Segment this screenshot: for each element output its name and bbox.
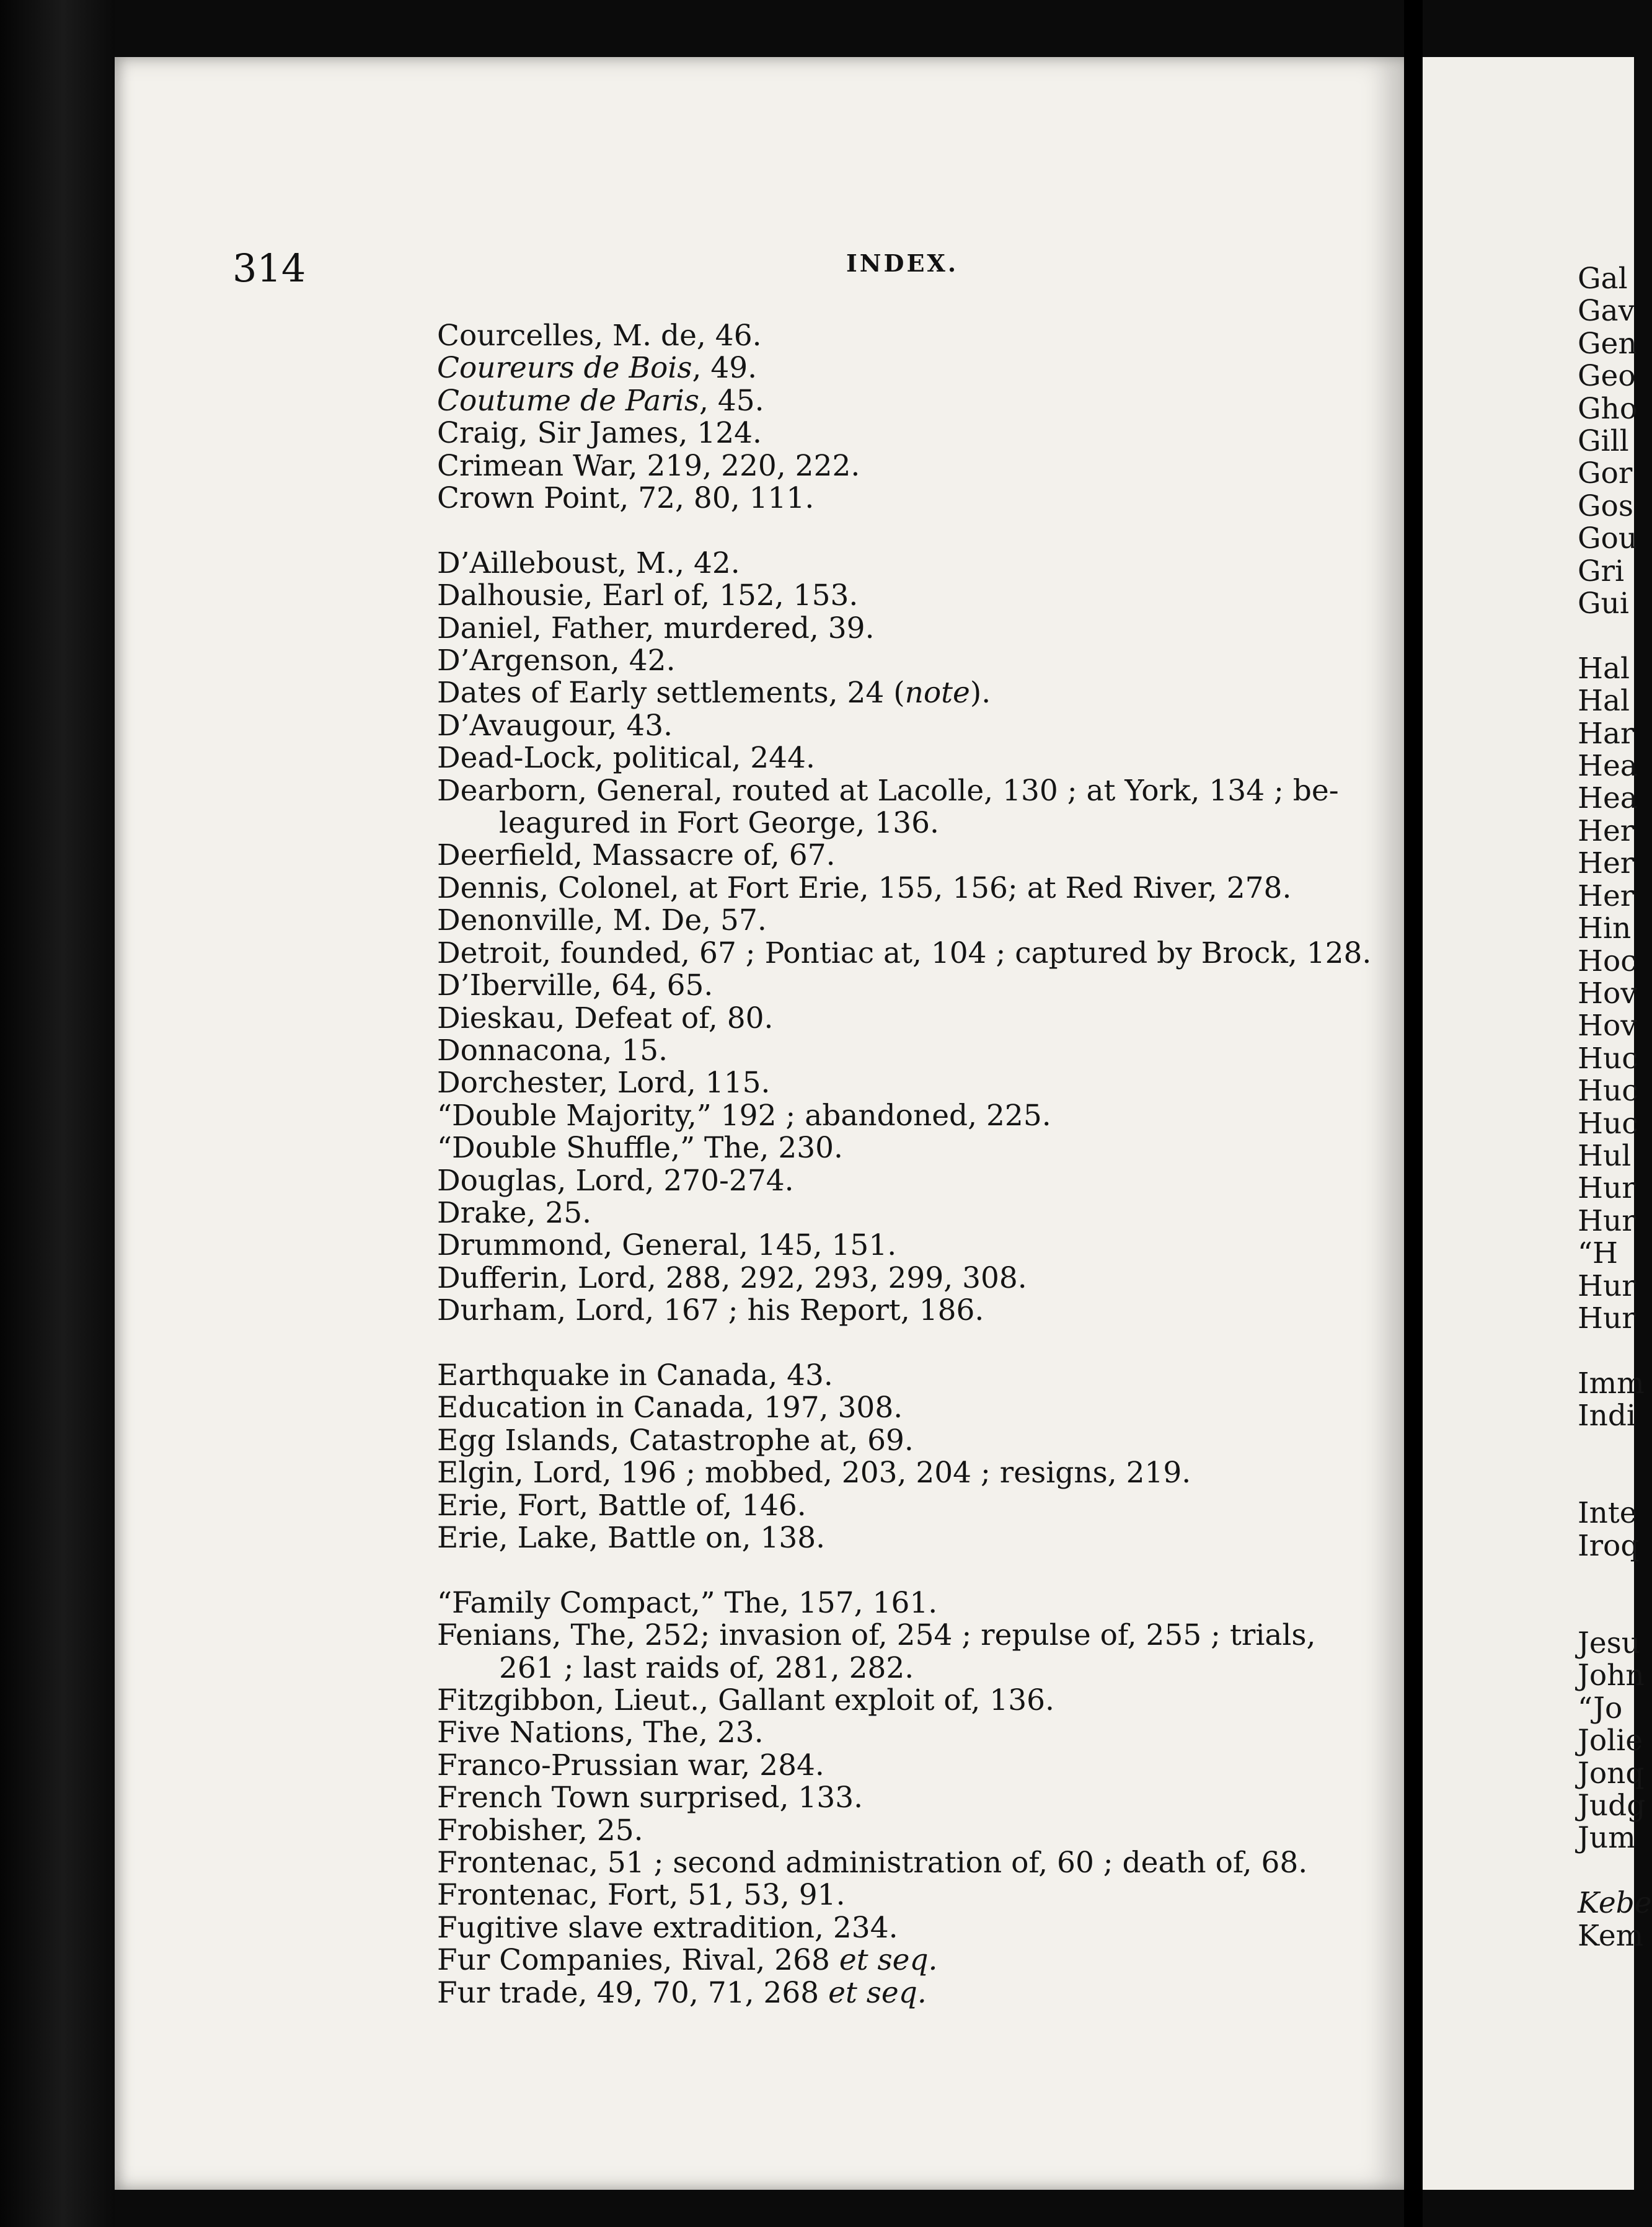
section-spacer	[1578, 1335, 1652, 1367]
index-entry	[437, 1100, 1392, 1132]
index-entry-text: D’Argenson, 42.	[437, 644, 676, 678]
index-entry	[437, 547, 1392, 580]
index-entry-text: Frontenac, 51 ; second administration of, 60 ; death of, 68.	[437, 1846, 1308, 1880]
index-entry-line	[437, 905, 1392, 937]
index-entry-text: D’Iberville, 64, 65.	[437, 968, 713, 1003]
index-entry-line	[437, 1912, 1392, 1944]
index-entry-text: Frontenac, Fort, 51, 53, 91.	[437, 1878, 846, 1913]
facing-index-fragment: Hul	[1578, 1138, 1632, 1173]
index-entry	[437, 1522, 1392, 1554]
index-entry-line	[437, 839, 1392, 872]
facing-index-fragment: Geo	[1578, 359, 1636, 394]
index-entry	[437, 1262, 1392, 1295]
index-entry-italic-text: note	[904, 676, 970, 711]
index-entry-text: , 49.	[692, 351, 758, 386]
index-entry-text: Fitzgibbon, Lieut., Gallant exploit of, 136.	[437, 1683, 1054, 1718]
index-entry-text: Education in Canada, 197, 308.	[437, 1391, 903, 1425]
index-entry-line	[437, 450, 1392, 482]
index-entry	[437, 1229, 1392, 1262]
facing-index-fragment: Gen	[1578, 326, 1637, 361]
facing-index-fragment: Hur	[1578, 1171, 1636, 1206]
index-entry-line	[437, 1977, 1392, 2009]
index-entry-text: Egg Islands, Catastrophe at, 69.	[437, 1423, 914, 1458]
index-entry-line	[437, 1717, 1392, 1749]
facing-index-fragment: Hov	[1578, 976, 1637, 1011]
index-entry-text: “Family Compact,” The, 157, 161.	[437, 1585, 938, 1620]
facing-index-fragment: Imm	[1578, 1366, 1645, 1401]
index-entry-line	[437, 1944, 1392, 1977]
index-entry	[437, 1944, 1392, 1977]
index-entry-italic-text: Coutume de Paris	[437, 383, 699, 418]
index-entry-text: Denonville, M. De, 57.	[437, 903, 767, 938]
facing-index-fragment: Hal	[1578, 684, 1630, 719]
facing-index-fragment: Hea	[1578, 781, 1638, 816]
index-entry-text: Frobisher, 25.	[437, 1813, 643, 1848]
index-entry	[437, 645, 1392, 677]
index-entry	[437, 385, 1392, 417]
index-entry	[437, 1847, 1392, 1879]
index-entry	[437, 1392, 1392, 1424]
index-entry-text: Craig, Sir James, 124.	[437, 416, 762, 451]
section-spacer	[1578, 1855, 1652, 1887]
facing-index-fragment: “Jo	[1578, 1691, 1623, 1725]
facing-index-fragment: Inte	[1578, 1496, 1637, 1531]
index-entry-line	[437, 1425, 1392, 1457]
facing-index-fragment: Gill	[1578, 424, 1629, 459]
index-entry	[437, 1912, 1392, 1944]
index-entry	[437, 1457, 1392, 1489]
index-entry-text: Fugitive slave extradition, 234.	[437, 1910, 898, 1945]
facing-index-fragment: Her	[1578, 813, 1635, 848]
index-entry	[437, 872, 1392, 905]
index-entry-line	[437, 742, 1392, 774]
index-entry	[437, 1977, 1392, 2009]
facing-index-fragment: Judg	[1578, 1789, 1646, 1823]
index-entry-line	[437, 1392, 1392, 1424]
index-entry-text: Franco-Prussian war, 284.	[437, 1748, 824, 1782]
index-entry-line	[437, 1100, 1392, 1132]
index-entry-text: ).	[970, 676, 991, 711]
index-entry	[437, 1717, 1392, 1749]
index-entry-line	[437, 320, 1392, 352]
index-entry-text: Dieskau, Defeat of, 80.	[437, 1001, 774, 1035]
facing-index-fragment: Har	[1578, 716, 1635, 751]
index-list	[437, 320, 1392, 2009]
page-title: INDEX.	[846, 249, 959, 277]
index-entry	[437, 1003, 1392, 1035]
index-entry-line	[437, 970, 1392, 1002]
index-entry	[437, 580, 1392, 612]
index-entry	[437, 1815, 1392, 1847]
index-entry-line	[437, 1457, 1392, 1489]
index-entry-text: Dorchester, Lord, 115.	[437, 1066, 771, 1100]
index-entry-line	[437, 1295, 1392, 1327]
index-entry-text: Drake, 25.	[437, 1195, 592, 1230]
index-entry	[437, 905, 1392, 937]
index-entry	[437, 1685, 1392, 1717]
facing-index-fragment: Jum	[1578, 1821, 1636, 1856]
facing-index-fragment: Huc	[1578, 1106, 1638, 1141]
facing-index-fragment: Huc	[1578, 1041, 1638, 1076]
index-entry	[437, 1165, 1392, 1197]
section-spacer	[437, 515, 1392, 547]
facing-index-fragment: Hal	[1578, 651, 1630, 686]
index-entry	[437, 677, 1392, 709]
facing-index-fragment: Gui	[1578, 587, 1629, 621]
index-entry	[437, 417, 1392, 449]
section-spacer	[1578, 1562, 1652, 1595]
index-entry-line	[437, 417, 1392, 449]
facing-page	[1423, 57, 1652, 2190]
index-entry	[437, 1425, 1392, 1457]
section-spacer	[1578, 1595, 1652, 1627]
index-entry-line	[437, 1360, 1392, 1392]
index-entry	[437, 742, 1392, 774]
index-entry-line	[437, 1490, 1392, 1522]
index-entry-text: Durham, Lord, 167 ; his Report, 186.	[437, 1293, 984, 1328]
index-entry-text: Dearborn, General, routed at Lacolle, 130 ; at York, 134 ; be-	[437, 773, 1339, 808]
index-entry-text: Douglas, Lord, 270-274.	[437, 1163, 794, 1198]
facing-index-fragment: John	[1578, 1658, 1645, 1693]
index-entry-text: Erie, Lake, Battle on, 138.	[437, 1521, 826, 1555]
index-entry	[437, 450, 1392, 482]
facing-index-fragment: Hea	[1578, 749, 1638, 784]
index-entry	[437, 1750, 1392, 1782]
index-entry-text: Fur Companies, Rival, 268	[437, 1943, 839, 1978]
index-entry	[437, 1035, 1392, 1067]
index-entry	[437, 1490, 1392, 1522]
index-entry-line	[437, 937, 1392, 970]
book-page	[115, 57, 1404, 2190]
facing-index-fragment: Hur	[1578, 1203, 1636, 1238]
index-entry	[437, 1879, 1392, 1911]
index-entry-text: “Double Majority,” 192 ; abandoned, 225.	[437, 1098, 1051, 1133]
index-entry-text: Five Nations, The, 23.	[437, 1716, 764, 1750]
facing-index-fragment: Indi	[1578, 1399, 1636, 1433]
facing-index-fragment: Hov	[1578, 1009, 1637, 1043]
index-entry	[437, 1619, 1392, 1685]
facing-index-fragment: Kem	[1578, 1918, 1644, 1953]
index-entry-line	[437, 1815, 1392, 1847]
index-entry-line	[437, 1587, 1392, 1619]
index-entry-line	[437, 580, 1392, 612]
facing-index-fragment: Her	[1578, 879, 1635, 913]
index-entry-text: Dates of Early settlements, 24 (	[437, 676, 905, 711]
index-entry	[437, 1295, 1392, 1327]
facing-index-fragment: Gor	[1578, 456, 1633, 491]
index-entry	[437, 613, 1392, 645]
book-gutter	[1404, 0, 1423, 2227]
index-entry	[437, 1197, 1392, 1229]
facing-index-fragment: Jesu	[1578, 1626, 1641, 1660]
index-entry-text: Detroit, founded, 67 ; Pontiac at, 104 ; captured by Brock, 128.	[437, 936, 1372, 970]
index-entry-text: Crimean War, 219, 220, 222.	[437, 448, 860, 483]
index-entry-continuation: leagured in Fort George, 136.	[499, 806, 939, 841]
index-entry	[437, 775, 1392, 840]
page-number: 314	[232, 246, 306, 291]
index-entry-line	[437, 1619, 1392, 1652]
index-entry-line	[437, 677, 1392, 709]
index-entry-line	[437, 1847, 1392, 1879]
index-entry-line	[437, 1132, 1392, 1164]
index-entry-text: Earthquake in Canada, 43.	[437, 1358, 833, 1392]
facing-index-fragment: Gou	[1578, 521, 1638, 556]
index-entry-text: Crown Point, 72, 80, 111.	[437, 481, 815, 516]
index-entry	[437, 1782, 1392, 1814]
index-entry-text: “Double Shuffle,” The, 230.	[437, 1131, 843, 1166]
facing-index-fragment: Hur	[1578, 1301, 1636, 1335]
index-entry-text: Deerfield, Massacre of, 67.	[437, 838, 836, 873]
index-entry-text: Elgin, Lord, 196 ; mobbed, 203, 204 ; resigns, 219.	[437, 1456, 1191, 1490]
index-entry-line	[437, 1262, 1392, 1295]
index-entry	[437, 710, 1392, 742]
facing-page-index-fragments	[1578, 263, 1652, 1952]
index-entry-text: , 45.	[699, 383, 764, 418]
index-entry	[437, 1360, 1392, 1392]
facing-index-fragment: Hoc	[1578, 944, 1637, 978]
index-entry-text: Dufferin, Lord, 288, 292, 293, 299, 308.	[437, 1260, 1027, 1295]
index-entry-line	[437, 1685, 1392, 1717]
facing-index-fragment: Gal	[1578, 262, 1628, 296]
index-entry-line	[437, 352, 1392, 384]
index-entry-line	[437, 645, 1392, 677]
index-entry-line	[437, 482, 1392, 515]
facing-index-fragment: Gos	[1578, 489, 1633, 523]
section-spacer	[437, 1554, 1392, 1587]
facing-index-fragment: Her	[1578, 846, 1635, 881]
index-entry-line	[437, 1879, 1392, 1911]
index-entry-line	[437, 1522, 1392, 1554]
index-entry	[437, 1067, 1392, 1099]
index-entry-text: D’Ailleboust, M., 42.	[437, 546, 740, 580]
facing-index-fragment: Kebe	[1578, 1886, 1652, 1921]
index-entry-line	[437, 1229, 1392, 1262]
facing-index-fragment: Hin	[1578, 911, 1632, 946]
index-entry-text: Donnacona, 15.	[437, 1033, 668, 1068]
facing-index-fragment: Gri	[1578, 554, 1625, 588]
facing-index-fragment: Iroq	[1578, 1528, 1640, 1563]
index-entry-line	[437, 1782, 1392, 1814]
index-entry	[437, 352, 1392, 384]
index-entry	[437, 1132, 1392, 1164]
index-entry-italic-text: et seq.	[839, 1943, 938, 1978]
index-entry	[437, 970, 1392, 1002]
index-entry-line	[437, 1750, 1392, 1782]
index-entry-text: French Town surprised, 133.	[437, 1781, 864, 1815]
section-spacer	[1578, 1433, 1652, 1465]
index-entry	[437, 482, 1392, 515]
index-entry-text: Drummond, General, 145, 151.	[437, 1228, 897, 1263]
index-entry-text: Dalhousie, Earl of, 152, 153.	[437, 578, 859, 613]
index-entry-text: Erie, Fort, Battle of, 146.	[437, 1488, 806, 1523]
index-entry-line	[437, 1165, 1392, 1197]
section-spacer	[437, 1327, 1392, 1360]
index-entry	[437, 839, 1392, 872]
index-entry-line	[437, 1035, 1392, 1067]
index-entry-line	[437, 1003, 1392, 1035]
facing-index-fragment: Jonq	[1578, 1756, 1645, 1791]
index-entry-line	[437, 1197, 1392, 1229]
index-entry-line	[437, 1067, 1392, 1099]
index-entry	[437, 1587, 1392, 1619]
index-entry-text: Fenians, The, 252; invasion of, 254 ; repulse of, 255 ; trials,	[437, 1618, 1316, 1653]
section-spacer	[1578, 620, 1652, 652]
index-entry-italic-text: Coureurs de Bois	[437, 351, 692, 386]
index-entry-line	[437, 710, 1392, 742]
index-entry-text: Dead-Lock, political, 244.	[437, 741, 815, 776]
index-entry-line	[437, 775, 1392, 807]
index-entry-text: Fur trade, 49, 70, 71, 268	[437, 1975, 829, 2010]
index-entry	[437, 320, 1392, 352]
index-entry-line	[437, 547, 1392, 580]
index-entry-text: D’Avaugour, 43.	[437, 708, 673, 743]
index-entry-text: Daniel, Father, murdered, 39.	[437, 611, 875, 645]
left-scan-margin	[0, 0, 115, 2227]
facing-index-fragment: Hur	[1578, 1268, 1636, 1303]
index-entry-line	[437, 385, 1392, 417]
facing-index-fragment: Gav	[1578, 294, 1635, 329]
facing-index-fragment: “H	[1578, 1236, 1619, 1271]
index-entry-italic-text: et seq.	[828, 1975, 927, 2010]
index-entry-line	[437, 872, 1392, 905]
index-entry-text: Dennis, Colonel, at Fort Erie, 155, 156; at Red River, 278.	[437, 870, 1292, 905]
facing-index-fragment: Gho	[1578, 391, 1638, 426]
facing-index-fragment: Huc	[1578, 1074, 1638, 1109]
index-entry-continuation: 261 ; last raids of, 281, 282.	[499, 1650, 914, 1685]
index-entry	[437, 937, 1392, 970]
index-entry-text: Courcelles, M. de, 46.	[437, 319, 762, 353]
facing-index-fragment: Jolie	[1578, 1724, 1643, 1758]
index-entry-line	[437, 613, 1392, 645]
section-spacer	[1578, 1465, 1652, 1497]
